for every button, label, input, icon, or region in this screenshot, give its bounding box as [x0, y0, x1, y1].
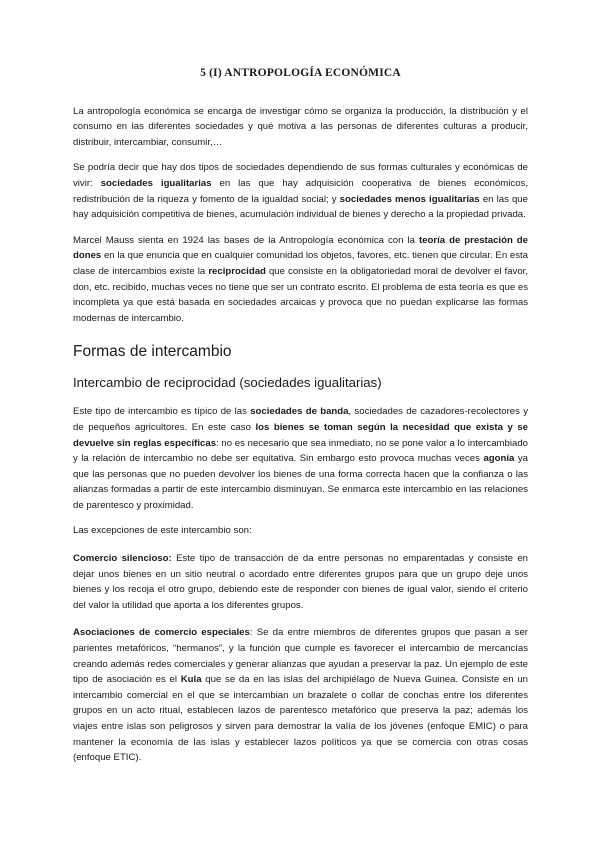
text-run: Este tipo de transacción de da entre personas no emparentadas y consiste en dejar unos bienes en un sitio neutral o acordado entre diferentes grupos para que un grupo deje unos bienes y los recoja el otro grupo, debiendo este de responder con bienes de igual valor, siendo el criterio del valor la utilidad que aporta a los diferentes grupos. — [73, 553, 529, 611]
text-run: en las que hay adquisición cooperativa de bienes económicos, redistribución de la riqueza y fomento de la igualdad social; y — [73, 177, 528, 205]
text-run: , sociedades de cazadores-recolectores y de pequeños agricultores. En este caso — [73, 406, 529, 433]
text-run: que se da en las islas del archipiélago de Nueva Guinea. Consiste en un intercambio comercial en el que se intercambian un brazalete o collar de conchas entre los diferentes grupos en un acto ritual, establecen lazos de parentesco metafórico que preserva la paz; además los viajes entre islas son peligrosos y sirven para demostrar la valía de los jóvenes (enfoque EMIC) o para mantener la economía de las islas y establecer lazos políticos ya que se comercia con otras cosas (enfoque ETIC). — [73, 674, 528, 764]
bold-term: sociedades menos igualitarias — [339, 193, 480, 205]
bold-term: agonía — [483, 453, 515, 465]
paragraph-exceptions: Las excepciones de este intercambio son: — [73, 525, 252, 537]
paragraph-intro: La antropología económica se encarga de investigar cómo se organiza la producción, la distribución y el consumo en las diferentes sociedades y qué motiva a las personas de diferentes culturas a producir, distribuir, intercambiar, consumir,… — [73, 105, 528, 148]
paragraph-silent-trade — [73, 551, 528, 613]
page-title: 5 (I) ANTROPOLOGÍA ECONÓMICA — [200, 67, 401, 79]
heading-formas-intercambio: Formas de intercambio — [73, 343, 232, 361]
bold-term: teoría de prestación de dones — [73, 234, 529, 262]
text-run: : Se da entre miembros de diferentes grupos que pasan a ser parientes metafóricos, “hermanos”, y la función que cumple es favorecer el intercambio de mercancías creando además redes comerciales y generar alianzas que ayudan a preservar la paz. Un ejemplo de este tipo de asociación es el — [73, 627, 528, 686]
text-run: ya que las personas que no pueden devolver los bienes de una forma correcta hacen que la confianza o las alianzas formadas a partir de este intercambio disminuyan. Se enmarca este intercambio en las relaciones de parentesco y proximidad. — [73, 453, 528, 511]
text-run: en la que enuncia que en cualquier comunidad los objetos, favores, etc. tienen que circular. En esta clase de intercambios existe la — [73, 250, 528, 277]
text-run: : no es necesario que sea inmediato, no se pone valor a lo intercambiado y la relación de intercambio no debe ser equitativa. Sin embargo esto provoca muchas veces — [73, 437, 528, 465]
text-run: en las que hay adquisición competitiva de bienes, acumulación individual de bienes y derecho a la propiedad privada. — [73, 193, 528, 221]
bold-term: Comercio silencioso: — [73, 553, 172, 565]
bold-term: los bienes se toman según la necesidad que exista y se devuelve sin reglas específicas — [73, 421, 528, 449]
paragraph-mauss — [73, 233, 528, 327]
text-run: Marcel Mauss sienta en 1924 las bases de la Antropología económica con la — [73, 234, 419, 246]
bold-term: Kula — [180, 674, 202, 686]
text-run: que consiste en la obligatoriedad moral de devolver el favor, don, etc. recibido, muchas veces no tiene que ser un contrato escrito. El problema de esta teoría es que es incompleta ya que está basada en sociedades arcaicas y provoca que no puedan explicarse las formas modernas de intercambio. — [73, 265, 529, 324]
text-run: Se podría decir que hay dos tipos de sociedades dependiendo de sus formas culturales y económicas de vivir: — [73, 162, 528, 189]
bold-term: Asociaciones de comercio especiales — [73, 627, 250, 639]
bold-term: sociedades igualitarias — [100, 177, 212, 189]
heading-intercambio-reciprocidad: Intercambio de reciprocidad (sociedades igualitarias) — [73, 375, 382, 391]
paragraph-reciprocity — [73, 404, 528, 513]
bold-term: sociedades de banda — [250, 406, 349, 418]
text-run: Este tipo de intercambio es típico de las — [73, 406, 251, 418]
bold-term: reciprocidad — [208, 265, 266, 277]
paragraph-society-types — [73, 160, 528, 222]
paragraph-trade-associations — [73, 625, 528, 765]
